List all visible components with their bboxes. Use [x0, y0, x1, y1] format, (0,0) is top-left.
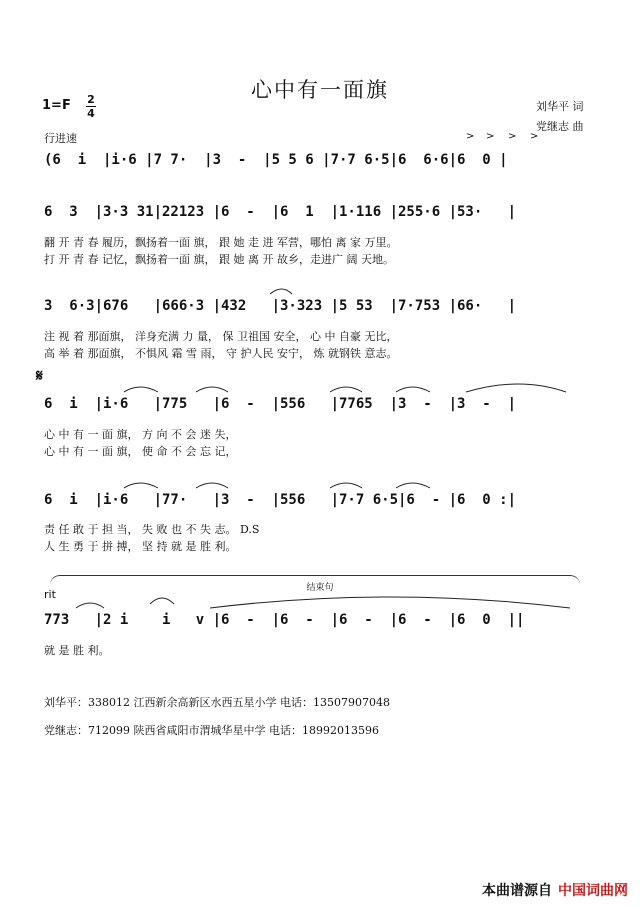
lyricist-credit: 刘华平 词	[536, 100, 584, 113]
music-line-6: 773 |2 i i v |6 - |6 - |6 - |6 - |6 0 ||	[44, 612, 525, 628]
coda-label: 结束句	[306, 583, 334, 593]
key-signature: 1=F	[42, 98, 71, 113]
music-line-4: 6 i |i·6 |775 |6 - |556 |7765 |3 - |3 - |	[44, 396, 517, 412]
lyric-line: 注 视 着 那面旗， 洋身充满 力 量， 保 卫祖国 安全， 心 中 自豪 无比，	[44, 330, 398, 343]
time-signature	[86, 94, 96, 119]
ritardando-marking: rit	[44, 588, 56, 601]
lyric-line: 打 开 青 春 记忆，飘扬着一面 旗， 跟 她 离 开 故乡，走进广 阔 天地。	[44, 253, 394, 266]
lyric-line: 高 举 着 那面旗， 不惧风 霜 雪 雨， 守 护人民 安宁， 炼 就钢铁 意志。	[44, 347, 398, 360]
lyric-line: 心 中 有 一 面 旗， 方 向 不 会 迷 失，	[44, 428, 237, 441]
source-site-link[interactable]: 中国词曲网	[558, 883, 628, 899]
segno-sign: 𝄋	[36, 366, 43, 385]
footer-contact-lyricist: 刘华平：338012 江西新余高新区水西五星小学 电话：13507907048	[44, 696, 390, 709]
music-line-3: 3 6·3|676 |666·3 |432 |3·323 |5 53 |7·753 |66· |	[44, 298, 517, 314]
composer-credit: 党继志 曲	[536, 120, 584, 133]
music-line-2: 6 3 |3·3 31|22123 |6 - |6 1 |1·116 |255·6 |53· |	[44, 204, 517, 220]
lyric-line: 翻 开 青 春 履历，飘扬着一面 旗， 跟 她 走 进 军营，哪怕 离 家 万里。	[44, 236, 398, 249]
time-signature-top: 2	[87, 93, 95, 106]
lyric-line: 心 中 有 一 面 旗， 使 命 不 会 忘 记，	[44, 445, 237, 458]
source-credit	[482, 880, 628, 900]
music-line-1: (6 i |i·6 |7 7· |3 - |5 5 6 |7·7 6·5|6 6·6|6 0 |	[44, 152, 508, 168]
time-signature-bottom: 4	[87, 107, 95, 120]
accent-mark: >	[530, 131, 539, 142]
lyric-line: 责 任 敢 于 担 当， 失 败 也 不 失 志。 D.S	[44, 523, 260, 536]
music-line-5: 6 i |i·6 |77· |3 - |556 |7·7 6·5|6 - |6 0 :|	[44, 492, 517, 508]
lyric-line: 就 是 胜 利。	[44, 644, 110, 657]
accent-mark: >	[466, 131, 475, 142]
tempo-marking: 行进速	[44, 132, 77, 145]
source-prefix: 本曲谱源自	[482, 883, 552, 899]
accent-mark: >	[508, 131, 517, 142]
accent-mark: >	[486, 131, 495, 142]
lyric-line: 人 生 勇 于 拼 搏， 坚 持 就 是 胜 利。	[44, 540, 237, 553]
footer-contact-composer: 党继志：712099 陕西省咸阳市渭城华星中学 电话：18992013596	[44, 724, 379, 737]
page-title: 心中有一面旗	[251, 78, 389, 102]
